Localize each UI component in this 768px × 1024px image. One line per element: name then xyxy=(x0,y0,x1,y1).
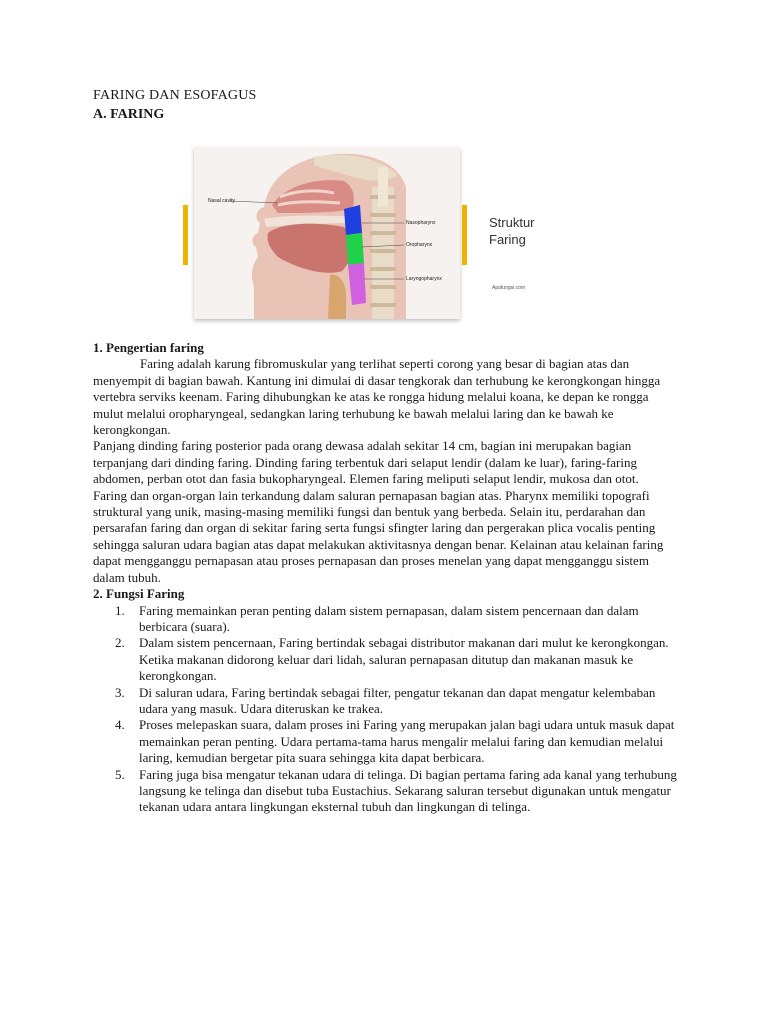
label-nasal-cavity: Nasal cavity xyxy=(208,198,235,204)
list-item-number: 5. xyxy=(115,766,125,782)
document-body xyxy=(93,340,678,816)
list-item-number: 1. xyxy=(115,602,125,618)
paragraph-3: Faring dan organ-organ lain terkandung dalam saluran pernapasan bagian atas. Pharynx memiliki topografi struktural yang unik, masing-masing memiliki fungsi dan bentuk yang berbeda. Selain itu, perdarahan dan persarafan faring dan organ di sekitar faring serta fungsi sfingter laring dan pergerakan plica vocalis penting sehingga saluran udara bagian atas dapat melakukan aktivitasnya dengan benar. Kelainan atau kelainan faring dapat mengganggu pernapasan atau proses pernapasan dan proses menelan yang dapat mengganggu sistem dalam tubuh. xyxy=(93,487,664,585)
head-sagittal-section-svg xyxy=(194,147,460,319)
list-item-text: Dalam sistem pencernaan, Faring bertindak sebagai distributor makanan dari mulut ke kerongkongan. Ketika makanan didorong keluar dari lidah, saluran pernapasan ditutup dan makanan masuk ke kerongkongan. xyxy=(139,635,669,684)
list-item-text: Faring juga bisa mengatur tekanan udara di telinga. Di bagian pertama faring ada kanal yang terhubung langsung ke telinga dan disebut tuba Eustachius. Sekarang saluran tersebut digunakan untuk mengatur tekanan udara antara lingkungan eksternal tubuh dan lingkungan di telinga. xyxy=(139,766,677,815)
list-item-text: Faring memainkan peran penting dalam sistem pernapasan, dalam sistem pencernaan dan dalam berbicara (suara). xyxy=(139,602,639,634)
list-item-number: 4. xyxy=(115,717,125,733)
list-item xyxy=(93,685,678,718)
section-title: A. FARING xyxy=(93,107,165,122)
list-item xyxy=(93,767,678,816)
function-list xyxy=(93,603,678,816)
list-item-number: 3. xyxy=(115,684,125,700)
label-laryngopharynx: Laryngopharynx xyxy=(406,276,442,282)
nasopharynx-region xyxy=(344,205,362,235)
caption-line-2: Faring xyxy=(489,232,526,247)
list-item-number: 2. xyxy=(115,635,125,651)
oropharynx-region xyxy=(346,233,364,265)
pharynx-figure xyxy=(180,145,580,323)
right-accent-bar xyxy=(462,205,467,265)
paragraph-1: Faring adalah karung fibromuskular yang terlihat seperti corong yang besar di bagian atas dan menyempit di bagian bawah. Kantung ini dimulai di dasar tengkorak dan terhubung ke kerongkongan hingga vertebra serviks keenam. Faring dihubungkan ke atas ke rongga hidung melalui koana, ke depan ke rongga mulut melalui oropharyngeal, sedangkan laring terhubung ke bawah melalui laring dan ke bawah ke kerongkongan. xyxy=(93,356,661,438)
figure-source: Apafungsi.com xyxy=(492,285,526,291)
label-oropharynx: Oropharynx xyxy=(406,242,433,248)
list-item xyxy=(93,635,678,684)
list-item-text: Proses melepaskan suara, dalam proses ini Faring yang merupakan jalan bagi udara untuk masuk dapat memainkan peran penting. Udara pertama-tama harus mengalir melalui faring dan kemudian melalui laring, kemudian bergetar pita suara sehingga kita dapat berbicara. xyxy=(139,717,675,766)
label-nasopharynx: Nasopharynx xyxy=(406,220,436,226)
list-item xyxy=(93,603,678,636)
anatomy-illustration xyxy=(194,147,460,319)
heading-pengertian: 1. Pengertian faring xyxy=(93,340,204,355)
paragraph-2: Panjang dinding faring posterior pada orang dewasa adalah sekitar 14 cm, bagian ini merupakan bagian terpanjang dari dinding faring. Dinding faring terbentuk dari selaput lendir (dalam ke luar), faring-faring abdomen, perban otot dan fasia bukopharyngeal. Elemen faring meliputi selaput lendir, mukosa dan otot. xyxy=(93,438,639,487)
list-item xyxy=(93,717,678,766)
document-title: FARING DAN ESOFAGUS xyxy=(93,88,257,103)
figure-caption xyxy=(489,214,535,248)
caption-line-1: Struktur xyxy=(489,215,535,230)
left-accent-bar xyxy=(183,205,188,265)
list-item-text: Di saluran udara, Faring bertindak sebagai filter, pengatur tekanan dan dapat mengatur kelembaban udara yang masuk. Udara diteruskan ke trakea. xyxy=(139,684,656,716)
heading-fungsi: 2. Fungsi Faring xyxy=(93,586,185,602)
